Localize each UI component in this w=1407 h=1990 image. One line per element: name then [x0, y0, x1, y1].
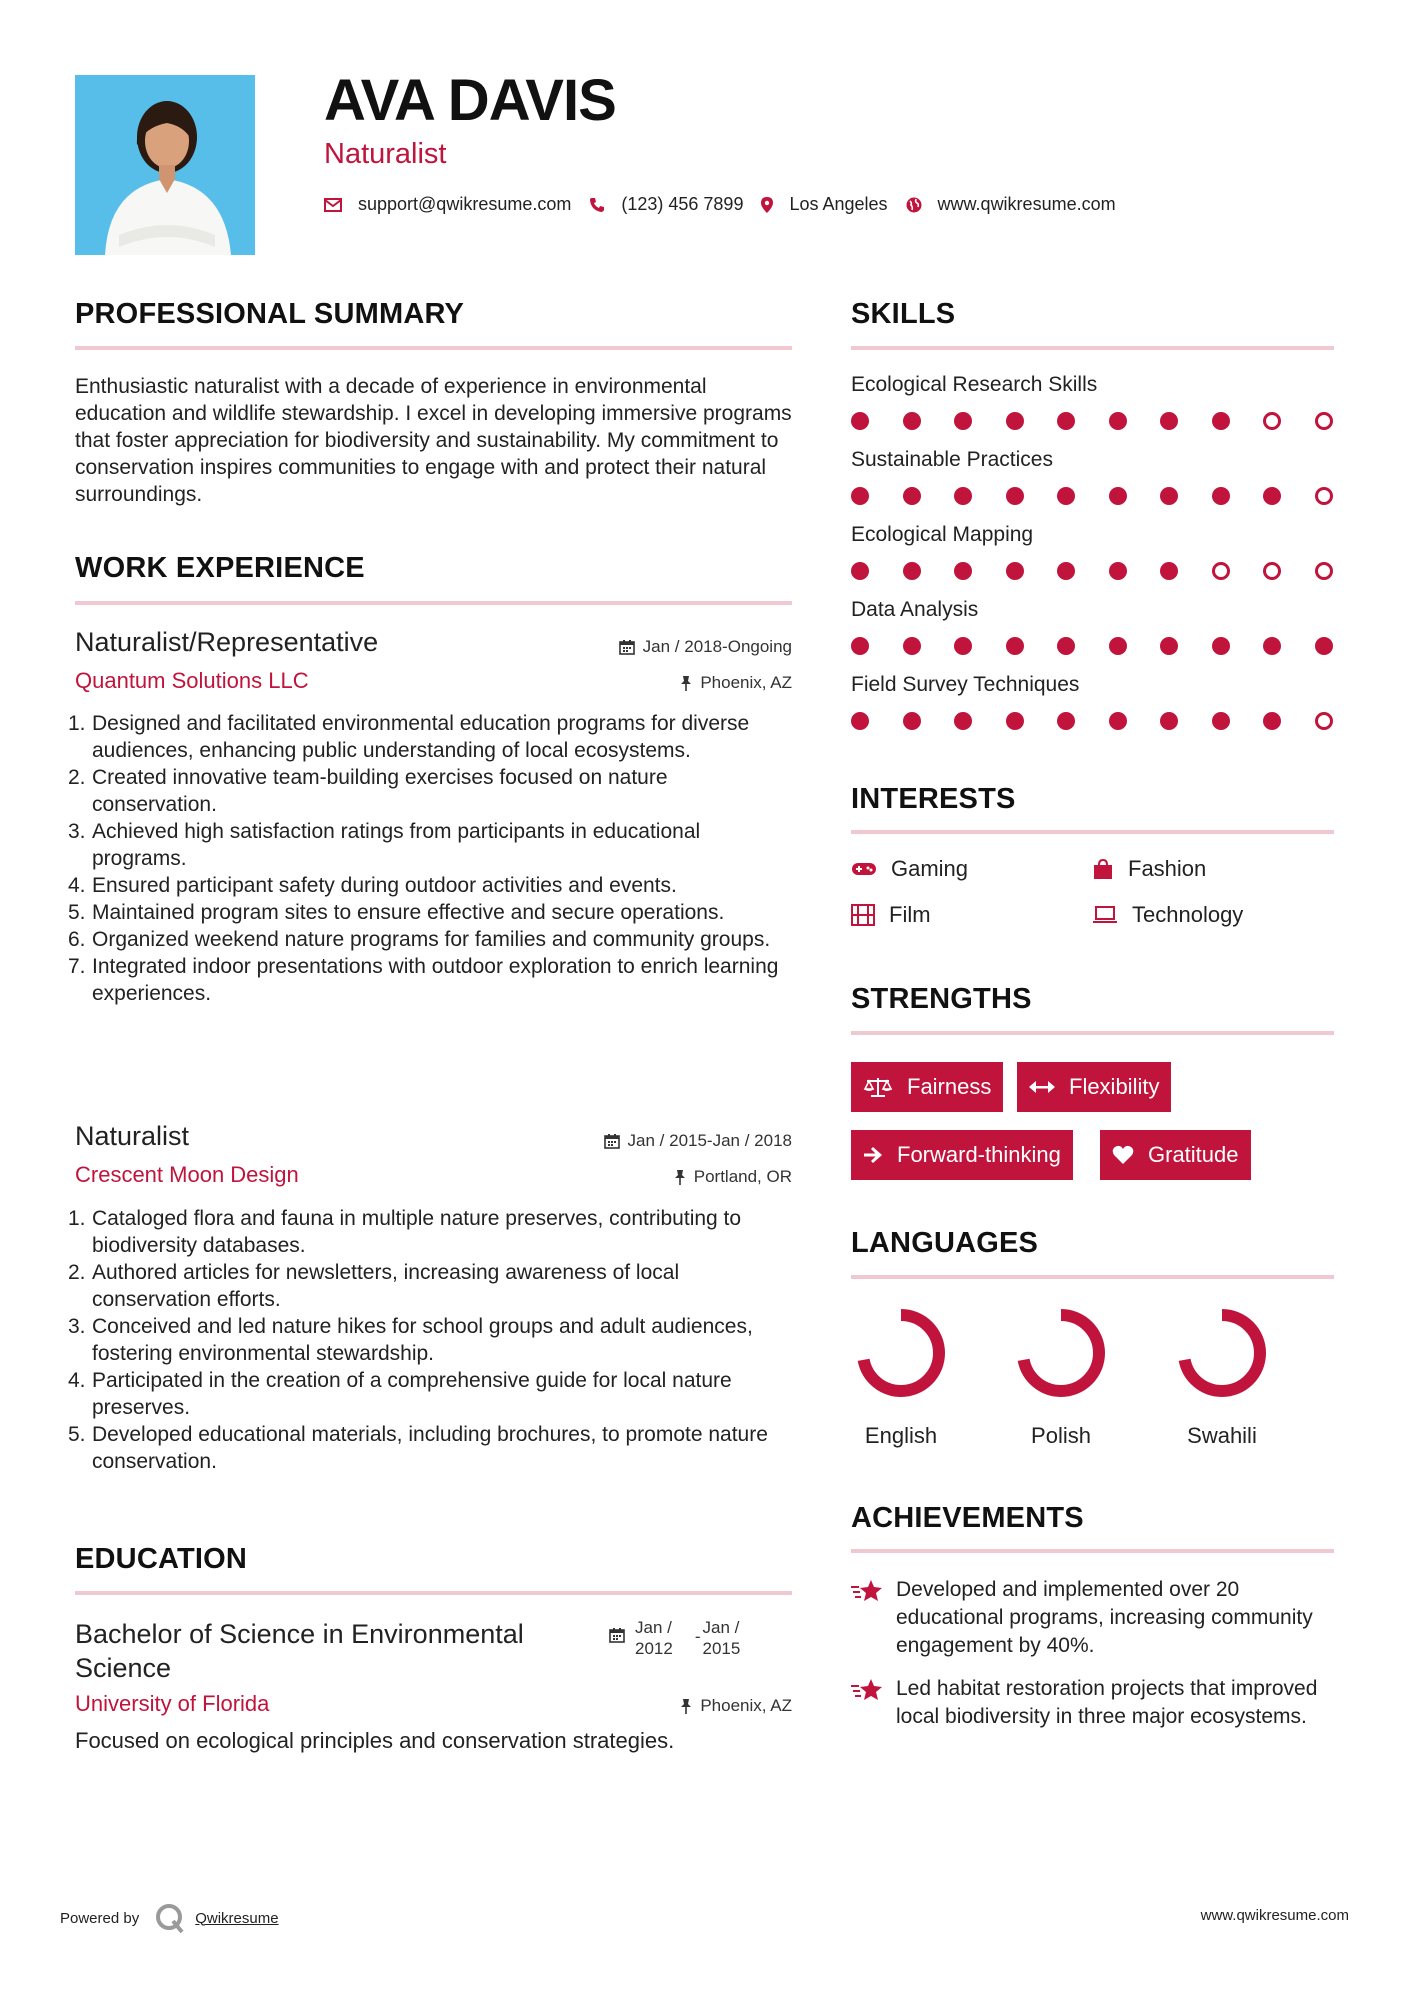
contact-phone[interactable]	[589, 194, 743, 215]
language-proficiency-arc	[863, 1315, 939, 1391]
education-title: EDUCATION	[75, 1543, 248, 1575]
profile-photo-illustration	[75, 75, 255, 255]
skill-dot-filled	[1006, 412, 1024, 430]
education-degree: Bachelor of Science in Environmental Science	[75, 1619, 524, 1683]
summary-text: Enthusiastic naturalist with a decade of experience in environmental education and wildlife stewardship. I excel in developing immersive programs that foster appreciation for biodiversity and sustainability. My commitment to conservation inspires communities to engage with and protect their natural surroundings.	[75, 375, 792, 506]
skill-dot-filled	[851, 487, 869, 505]
skills-divider	[851, 346, 1334, 350]
shopping-bag-icon	[1092, 858, 1114, 880]
skill-dot-empty	[1212, 562, 1230, 580]
skill-dot-filled	[1160, 637, 1178, 655]
interest-label: Technology	[1132, 902, 1244, 927]
calendar-icon	[604, 1133, 620, 1149]
contact-location	[761, 194, 887, 215]
strength-chip-forward-thinking	[851, 1130, 1073, 1180]
interest-label: Gaming	[891, 856, 969, 881]
achievements-divider	[851, 1549, 1334, 1553]
job-company: Quantum Solutions LLC	[75, 668, 309, 693]
skill-dot-filled	[1212, 487, 1230, 505]
skill-dot-filled	[954, 412, 972, 430]
job-date	[604, 1131, 792, 1151]
skill-dot-filled	[1057, 712, 1075, 730]
list-item: 7. Integrated indoor presentations with outdoor exploration to enrich learning experiences.	[68, 955, 779, 1005]
skill-dot-filled	[1160, 562, 1178, 580]
languages-title: LANGUAGES	[851, 1227, 1039, 1259]
skill-name: Ecological Mapping	[851, 523, 1034, 546]
gamepad-icon	[851, 861, 877, 877]
list-item: 4. Ensured participant safety during outdoor activities and events.	[68, 874, 677, 897]
language-proficiency-ring	[1172, 1303, 1272, 1403]
candidate-name: AVA DAVIS	[324, 68, 616, 133]
envelope-icon	[324, 198, 342, 212]
interest-fashion	[1092, 856, 1206, 882]
powered-by-text: Powered by	[60, 1909, 140, 1927]
skill-dot-filled	[1109, 712, 1127, 730]
education-date-end: Jan / 2015	[702, 1618, 741, 1658]
achievement-item	[851, 1675, 1334, 1731]
language-item	[841, 1303, 961, 1449]
skill-dot-filled	[1057, 412, 1075, 430]
language-proficiency-arc	[1184, 1315, 1260, 1391]
skill-dot-filled	[1057, 562, 1075, 580]
strengths-title: STRENGTHS	[851, 983, 1032, 1015]
job-bullets	[68, 1205, 792, 1475]
languages-divider	[851, 1275, 1334, 1279]
skill-dot-filled	[1006, 487, 1024, 505]
pushpin-icon	[680, 675, 692, 691]
skill-dot-empty	[1315, 562, 1333, 580]
skill-dot-filled	[954, 487, 972, 505]
pushpin-icon	[680, 1698, 692, 1714]
education-date-separator: -	[694, 1627, 701, 1646]
strength-chip-gratitude	[1100, 1130, 1251, 1180]
shooting-star-icon	[851, 1578, 885, 1604]
skill-name: Ecological Research Skills	[851, 373, 1098, 396]
strength-label: Fairness	[907, 1074, 992, 1099]
language-proficiency-ring	[1011, 1303, 1111, 1403]
candidate-role: Naturalist	[324, 138, 447, 170]
strength-chip-flexibility	[1017, 1062, 1171, 1112]
skill-dot-filled	[1212, 412, 1230, 430]
skill-dot-filled	[1212, 637, 1230, 655]
list-item: 5. Developed educational materials, including brochures, to promote nature conservation.	[68, 1423, 768, 1473]
job-company: Crescent Moon Design	[75, 1162, 299, 1187]
job-location-text: Phoenix, AZ	[700, 673, 792, 692]
interest-technology	[1092, 902, 1243, 928]
strength-label: Gratitude	[1148, 1142, 1239, 1167]
skill-dot-filled	[1057, 637, 1075, 655]
language-proficiency-ring	[851, 1303, 951, 1403]
education-date-start: Jan / 2012	[635, 1618, 673, 1658]
strength-chip-fairness	[851, 1062, 1003, 1112]
skill-name: Field Survey Techniques	[851, 673, 1080, 696]
contact-location-text: Los Angeles	[789, 194, 888, 214]
skill-dot-filled	[1109, 487, 1127, 505]
skill-dot-filled	[1006, 562, 1024, 580]
list-item: 3. Achieved high satisfaction ratings from participants in educational programs.	[68, 820, 701, 870]
skill-dot-filled	[1263, 712, 1281, 730]
education-location-text: Phoenix, AZ	[700, 1696, 792, 1715]
skill-dot-filled	[954, 637, 972, 655]
skill-dot-empty	[1263, 562, 1281, 580]
skill-dot-filled	[851, 712, 869, 730]
interests-title: INTERESTS	[851, 783, 1016, 815]
experience-divider	[75, 601, 792, 605]
footer-website[interactable]: www.qwikresume.com	[1200, 1907, 1349, 1924]
education-location	[680, 1696, 792, 1716]
education-school: University of Florida	[75, 1691, 270, 1716]
skill-dot-filled	[903, 712, 921, 730]
achievement-text: Developed and implemented over 20 educational programs, increasing community engagement by 40%.	[896, 1578, 1313, 1657]
interest-film	[851, 902, 931, 928]
experience-title: WORK EXPERIENCE	[75, 552, 365, 584]
skill-dot-filled	[903, 487, 921, 505]
skill-dot-filled	[903, 412, 921, 430]
skill-dot-filled	[1006, 712, 1024, 730]
language-label: Swahili	[1187, 1423, 1257, 1448]
contact-phone-text: (123) 456 7899	[621, 194, 744, 214]
skill-dot-filled	[1160, 712, 1178, 730]
skill-dot-filled	[851, 562, 869, 580]
skill-dot-filled	[1109, 562, 1127, 580]
skill-dot-filled	[1057, 487, 1075, 505]
skill-rating	[851, 412, 1334, 432]
skill-dot-filled	[1263, 487, 1281, 505]
interests-divider	[851, 830, 1334, 834]
heart-icon	[1112, 1145, 1134, 1165]
skill-rating	[851, 562, 1334, 582]
achievement-text: Led habitat restoration projects that improved local biodiversity in three major ecosystems.	[896, 1677, 1318, 1728]
list-item: 2. Authored articles for newsletters, increasing awareness of local conservation efforts.	[68, 1261, 680, 1311]
arrow-right-icon	[863, 1146, 883, 1164]
calendar-icon	[609, 1627, 625, 1643]
strength-label: Flexibility	[1069, 1074, 1160, 1099]
interest-label: Film	[889, 902, 931, 927]
qwikresume-logo-icon	[153, 1901, 187, 1935]
skill-rating	[851, 712, 1334, 732]
job-date-text: Jan / 2015-Jan / 2018	[627, 1131, 792, 1150]
strength-label: Forward-thinking	[897, 1142, 1061, 1167]
skill-dot-empty	[1315, 712, 1333, 730]
contact-website-text: www.qwikresume.com	[937, 194, 1116, 214]
education-divider	[75, 1591, 792, 1595]
skill-dot-empty	[1315, 487, 1333, 505]
interest-gaming	[851, 856, 968, 882]
list-item: 1. Designed and facilitated environmental education programs for diverse audiences, enhancing public understanding of local ecosystems.	[68, 712, 750, 762]
job-bullets	[68, 710, 792, 1007]
skill-dot-filled	[1109, 412, 1127, 430]
summary-title: PROFESSIONAL SUMMARY	[75, 298, 465, 330]
interest-label: Fashion	[1128, 856, 1207, 881]
phone-icon	[589, 197, 605, 213]
list-item: 4. Participated in the creation of a comprehensive guide for local nature preserves.	[68, 1369, 732, 1419]
language-item	[1162, 1303, 1282, 1449]
language-proficiency-arc	[1023, 1315, 1099, 1391]
calendar-icon	[619, 639, 635, 655]
skill-dot-empty	[1315, 412, 1333, 430]
list-item: 3. Conceived and led nature hikes for school groups and adult audiences, fostering environmental stewardship.	[68, 1315, 753, 1365]
skill-dot-filled	[903, 637, 921, 655]
list-item: 1. Cataloged flora and fauna in multiple nature preserves, contributing to biodiversity databases.	[68, 1207, 742, 1257]
list-item: 5. Maintained program sites to ensure effective and secure operations.	[68, 901, 725, 924]
job-location-text: Portland, OR	[693, 1167, 792, 1186]
skill-name: Data Analysis	[851, 598, 979, 621]
skill-dot-empty	[1263, 412, 1281, 430]
balance-scale-icon	[863, 1076, 893, 1098]
skill-dot-filled	[1006, 637, 1024, 655]
skill-name: Sustainable Practices	[851, 448, 1053, 471]
language-label: Polish	[1031, 1423, 1091, 1448]
contact-email-text: support@qwikresume.com	[358, 194, 572, 214]
skill-dot-filled	[1212, 712, 1230, 730]
language-label: English	[864, 1423, 938, 1448]
skill-dot-filled	[851, 637, 869, 655]
summary-divider	[75, 346, 792, 350]
contact-website[interactable]	[906, 194, 1116, 215]
skills-title: SKILLS	[851, 298, 956, 330]
job-date-text: Jan / 2018-Ongoing	[642, 637, 792, 656]
skill-dot-filled	[1315, 637, 1333, 655]
education-date	[609, 1617, 740, 1659]
strengths-divider	[851, 1031, 1334, 1035]
skill-dot-filled	[1109, 637, 1127, 655]
skill-dot-filled	[954, 712, 972, 730]
skill-dot-filled	[1160, 487, 1178, 505]
job-title: Naturalist/Representative	[75, 627, 379, 657]
job-date	[619, 637, 792, 657]
laptop-icon	[1092, 905, 1118, 925]
job-title: Naturalist	[75, 1121, 190, 1151]
profile-photo	[75, 75, 255, 255]
achievement-item	[851, 1576, 1334, 1660]
footer-powered-by	[60, 1901, 279, 1935]
film-icon	[851, 904, 875, 926]
skill-dot-filled	[851, 412, 869, 430]
skill-dot-filled	[1263, 637, 1281, 655]
contact-email[interactable]	[324, 194, 571, 215]
skill-dot-filled	[903, 562, 921, 580]
list-item: 2. Created innovative team-building exercises focused on nature conservation.	[68, 766, 668, 816]
list-item: 6. Organized weekend nature programs for families and community groups.	[68, 928, 771, 951]
skill-dot-filled	[1160, 412, 1178, 430]
job-location	[674, 1167, 792, 1187]
shooting-star-icon	[851, 1677, 885, 1703]
skill-dot-filled	[954, 562, 972, 580]
skill-rating	[851, 637, 1334, 657]
language-item	[1001, 1303, 1121, 1449]
pushpin-icon	[674, 1169, 686, 1185]
globe-icon	[906, 197, 922, 213]
footer-brand-link[interactable]: Qwikresume	[195, 1909, 279, 1927]
contact-row	[324, 194, 1134, 215]
job-location	[680, 673, 792, 693]
arrows-horizontal-icon	[1029, 1080, 1055, 1094]
map-pin-icon	[761, 197, 773, 213]
achievements-title: ACHIEVEMENTS	[851, 1502, 1084, 1534]
skill-rating	[851, 487, 1334, 507]
education-description: Focused on ecological principles and conservation strategies.	[75, 1728, 675, 1753]
